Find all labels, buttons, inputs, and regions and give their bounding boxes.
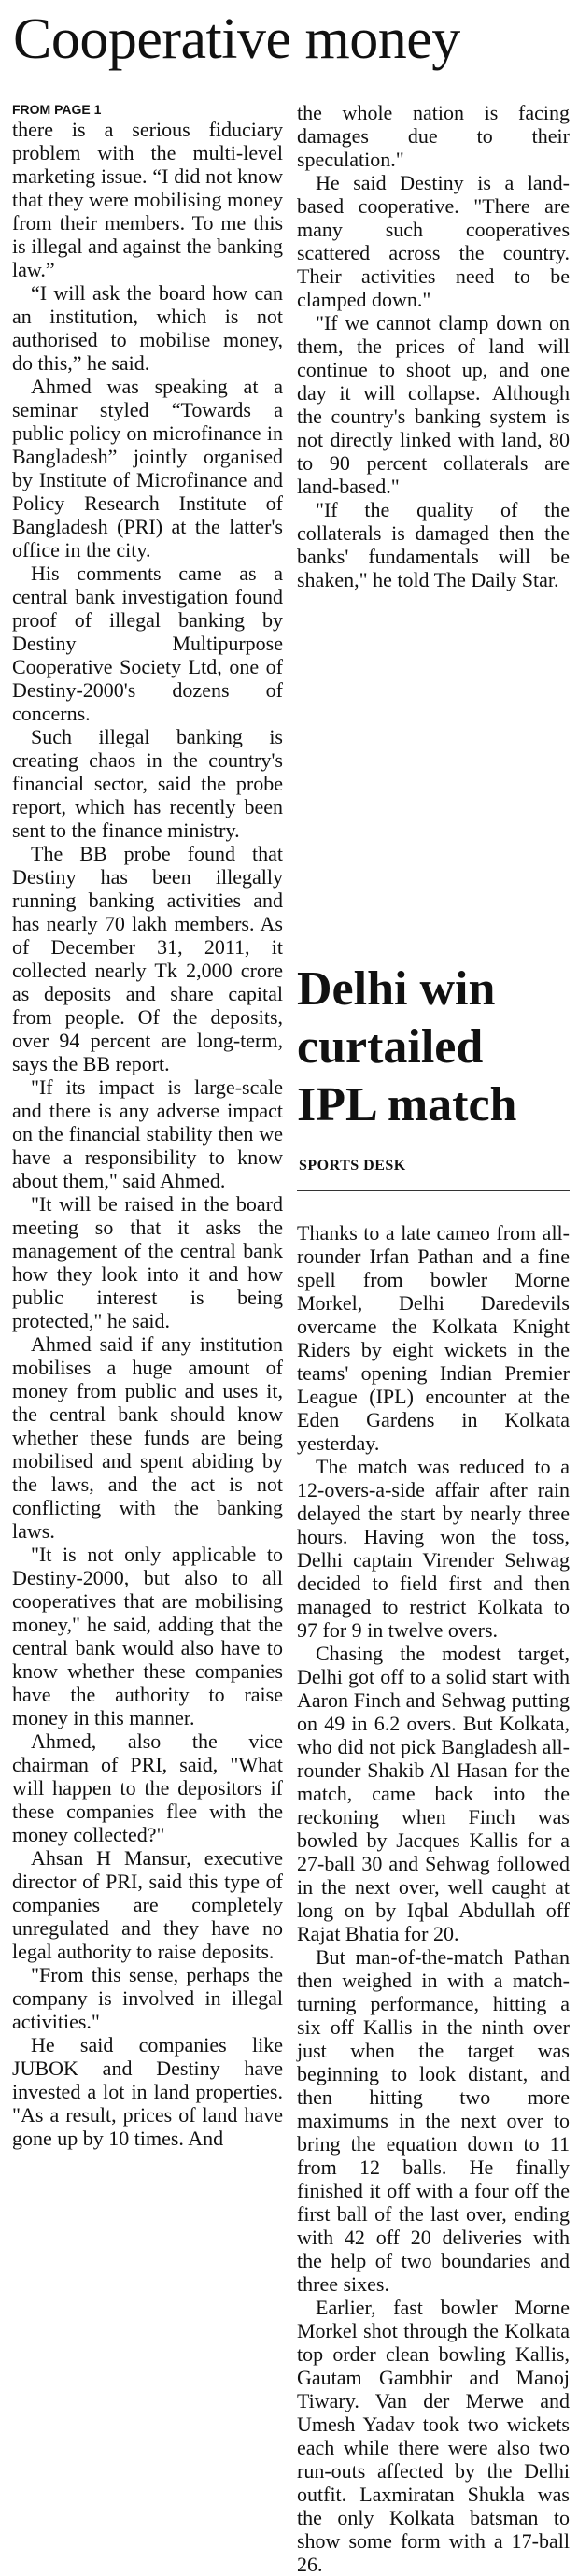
article-paragraph: The BB probe found that Destiny has been illegally running banking activities and has nearly 70 lakh members. As of December 31, 2011, it collected nearly Tk 2,000 crore as deposits and share capital from people. Of the deposits, over 94 percent are long-term, says the BB report. xyxy=(12,842,283,1075)
article-paragraph: the whole nation is facing damages due to their speculation." xyxy=(297,101,570,171)
article-paragraph: there is a serious fiduciary problem with the multi-level marketing issue. “I did not know that they were mobilising money from their members. To me this is illegal and against the banking law.” xyxy=(12,118,283,281)
article-paragraph: Earlier, fast bowler Morne Morkel shot through the Kolkata top order clean bowling Kallis, Gautam Gambhir and Manoj Tiwary. Van der Merwe and Umesh Yadav took two wickets each while there were also two run-outs affected by the Delhi outfit. Laxmiratan Shukla was the only Kolkata batsman to show some form with a 17-ball 26. xyxy=(297,2296,570,2576)
article-paragraph: Thanks to a late cameo from all-rounder Irfan Pathan and a fine spell from bowler Morne Morkel, Delhi Daredevils overcame the Kolkata Knight Riders by eight wickets in the teams' opening Indian Premier League (IPL) encounter at the Eden Gardens in Kolkata yesterday. xyxy=(297,1221,570,1455)
from-page-kicker: FROM PAGE 1 xyxy=(12,102,102,117)
article-paragraph: Such illegal banking is creating chaos in the country's financial sector, said the probe report, which has recently been sent to the finance ministry. xyxy=(12,725,283,842)
article-paragraph: "If the quality of the collaterals is damaged then the banks' fundamentals will be shaken," he told The Daily Star. xyxy=(297,498,570,591)
article-paragraph: Ahmed said if any institution mobilises a huge amount of money from public and uses it, the central bank should know whether these funds are being mobilised and spent abiding by the laws, and the act is not conflicting with the banking laws. xyxy=(12,1332,283,1543)
article-paragraph: "It will be raised in the board meeting so that it asks the management of the central bank how they look into it and how public interest is being protected," he said. xyxy=(12,1192,283,1332)
article-paragraph: He said companies like JUBOK and Destiny have invested a lot in land properties. "As a result, prices of land have gone up by 10 times. And xyxy=(12,2033,283,2150)
article-paragraph: The match was reduced to a 12-overs-a-side affair after rain delayed the start by nearly three hours. Having won the toss, Delhi captain Virender Sehwag decided to field first and then managed to restrict Kolkata to 97 for 9 in twelve overs. xyxy=(297,1455,570,1642)
article-paragraph: Chasing the modest target, Delhi got off to a solid start with Aaron Finch and Sehwag putting on 49 in 6.2 overs. But Kolkata, who did not pick Bangladesh all-rounder Shakib Al Hasan for the match, came back into the reckoning when Finch was bowled by Jacques Kallis for a 27-ball 30 and Sehwag followed in the next over, well caught at long on by Iqbal Abdullah off Rajat Bhatia for 20. xyxy=(297,1642,570,1945)
second-story-body xyxy=(297,1221,570,2576)
article-paragraph: "If we cannot clamp down on them, the prices of land will continue to shoot up, and one day it will collapse. Although the country's banking system is not directly linked with land, 80 to 90 percent collaterals are land-based." xyxy=(297,311,570,498)
page-headline: Cooperative money xyxy=(13,7,460,71)
article-paragraph: "It is not only applicable to Destiny-2000, but also to all cooperatives that are mobilising money," he said, adding that the central bank would also have to know whether these companies have the authority to raise money in this manner. xyxy=(12,1543,283,1729)
second-story-byline: SPORTS DESK xyxy=(299,1158,406,1174)
article-paragraph: But man-of-the-match Pathan then weighed in with a match-turning performance, hitting a six off Kallis in the ninth over just when the target was beginning to look distant, and then hitting two more maximums in the next over to bring the equation down to 11 from 12 balls. He finally finished it off with a four off the first ball of the last over, ending with 42 off 20 deliveries with the help of two boundaries and three sixes. xyxy=(297,1945,570,2296)
article-paragraph: "From this sense, perhaps the company is involved in illegal activities." xyxy=(12,1963,283,2033)
article-paragraph: "If its impact is large-scale and there is any adverse impact on the financial stability then we have a responsibility to know about them," said Ahmed. xyxy=(12,1075,283,1192)
byline-divider xyxy=(297,1190,570,1191)
article-paragraph: Ahsan H Mansur, executive director of PRI, said this type of companies are completely unregulated and they have no legal authority to raise deposits. xyxy=(12,1846,283,1963)
left-column xyxy=(12,101,283,2150)
article-paragraph: Ahmed was speaking at a seminar styled “Towards a public policy on microfinance in Bangladesh” jointly organised by Institute of Microfinance and Policy Research Institute of Bangladesh (PRI) at the latter's office in the city. xyxy=(12,375,283,562)
right-column-continuation xyxy=(297,101,570,591)
article-paragraph: Ahmed, also the vice chairman of PRI, said, "What will happen to the depositors if these companies flee with the money collected?" xyxy=(12,1729,283,1846)
second-story-headline: Delhi win curtailed IPL match xyxy=(297,962,517,1131)
article-paragraph: He said Destiny is a land-based cooperative. "There are many such cooperatives scattered across the country. Their activities need to be clamped down." xyxy=(297,171,570,311)
article-paragraph: “I will ask the board how can an institution, which is not authorised to mobilise money, do this,” he said. xyxy=(12,281,283,375)
article-paragraph: His comments came as a central bank investigation found proof of illegal banking by Destiny Multipurpose Cooperative Society Ltd, one of Destiny-2000's dozens of concerns. xyxy=(12,562,283,725)
